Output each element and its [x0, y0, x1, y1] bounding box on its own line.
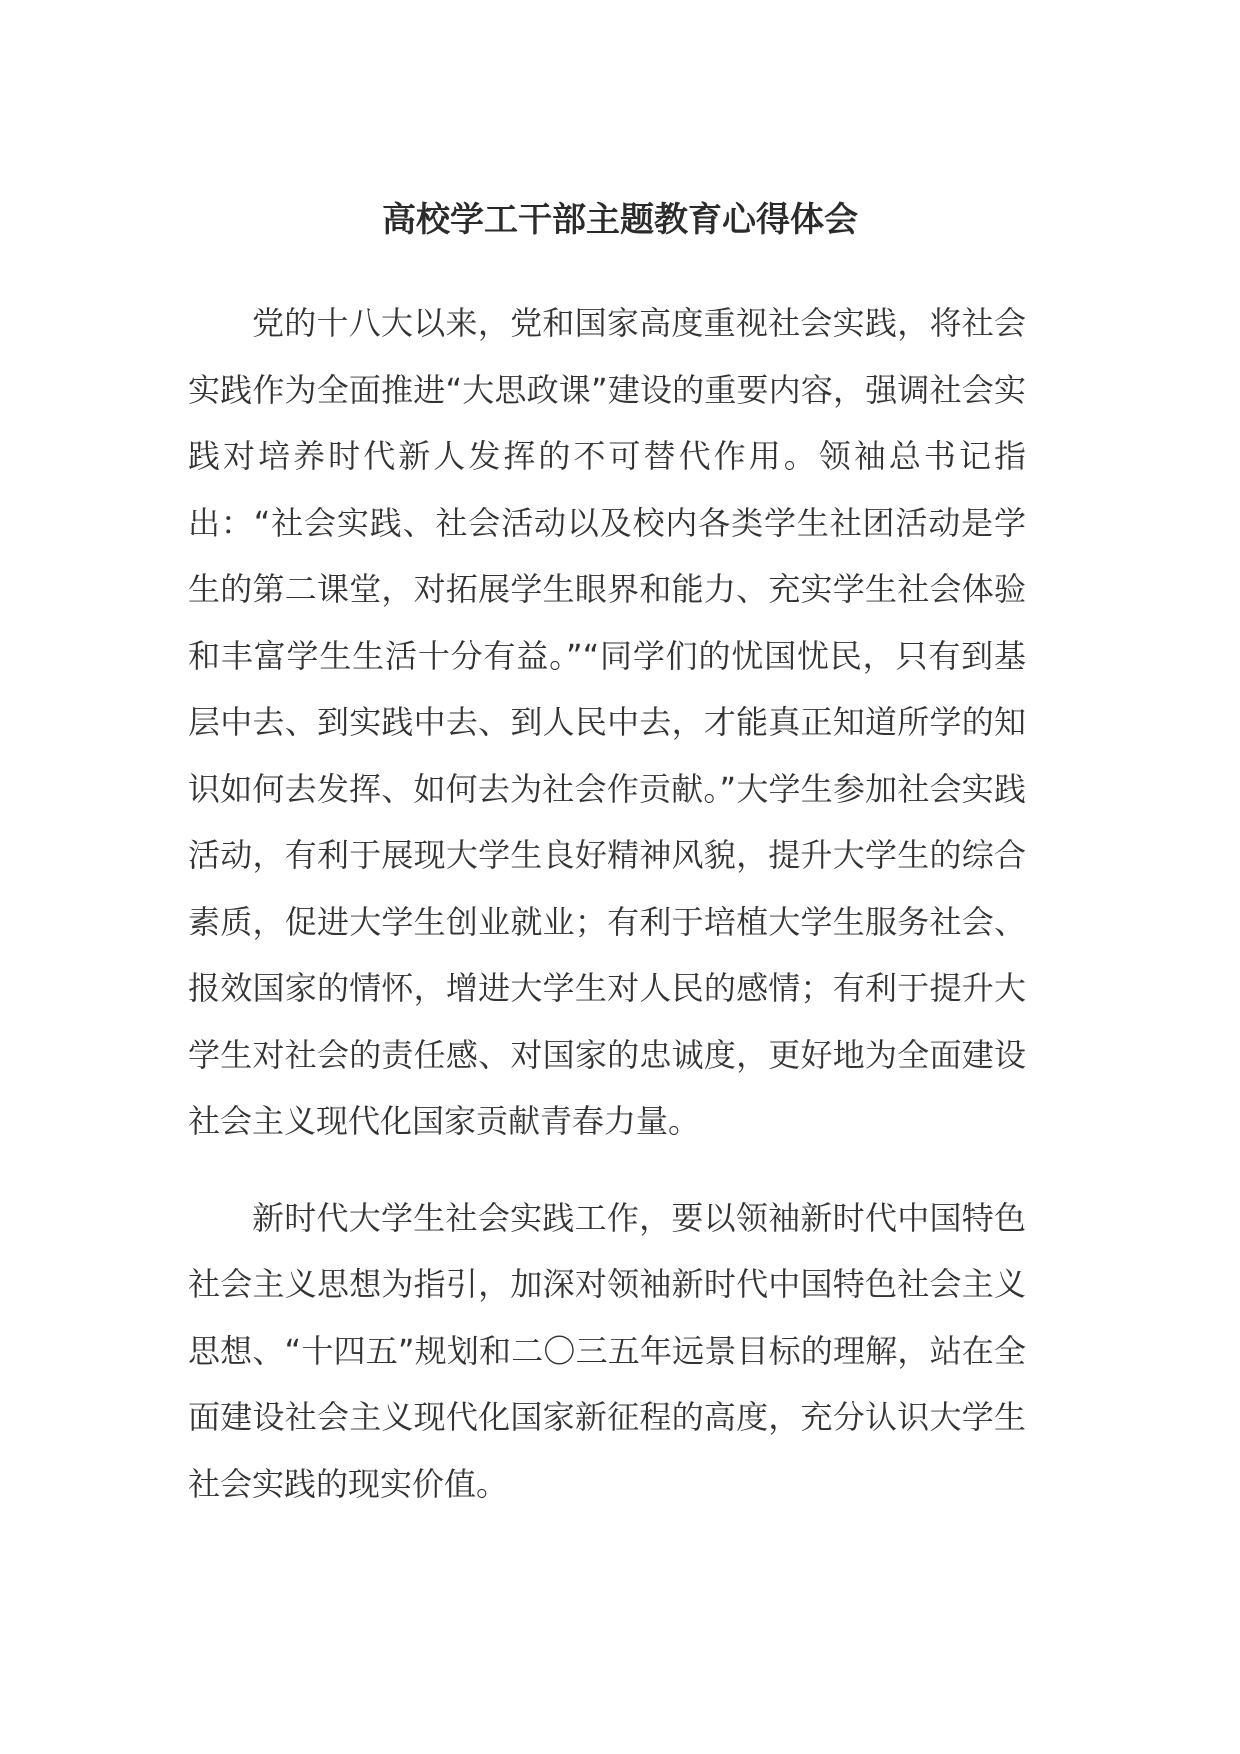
paragraph-2: 新时代大学生社会实践工作，要以领袖新时代中国特色社会主义思想为指引，加深对领袖新时代中国特色社会主义思想、“十四五”规划和二〇三五年远景目标的理解，站在全面建设社会主义现代化国家新征程的高度，充分认识大学生社会实践的现实价值。	[188, 1198, 1026, 1503]
paragraph-1: 党的十八大以来，党和国家高度重视社会实践，将社会实践作为全面推进“大思政课”建设的重要内容，强调社会实践对培养时代新人发挥的不可替代作用。领袖总书记指出：“社会实践、社会活动以及校内各类学生社团活动是学生的第二课堂，对拓展学生眼界和能力、充实学生社会体验和丰富学生生活十分有益。”“同学们的忧国忧民，只有到基层中去、到实践中去、到人民中去，才能真正知道所学的知识如何去发挥、如何去为社会作贡献。”大学生参加社会实践活动，有利于展现大学生良好精神风貌，提升大学生的综合素质，促进大学生创业就业；有利于培植大学生服务社会、报效国家的情怀，增进大学生对人民的感情；有利于提升大学生对社会的责任感、对国家的忠诚度，更好地为全面建设社会主义现代化国家贡献青春力量。	[188, 304, 1026, 1140]
document-body	[188, 290, 1026, 1517]
document-title: 高校学工干部主题教育心得体会	[382, 200, 858, 240]
